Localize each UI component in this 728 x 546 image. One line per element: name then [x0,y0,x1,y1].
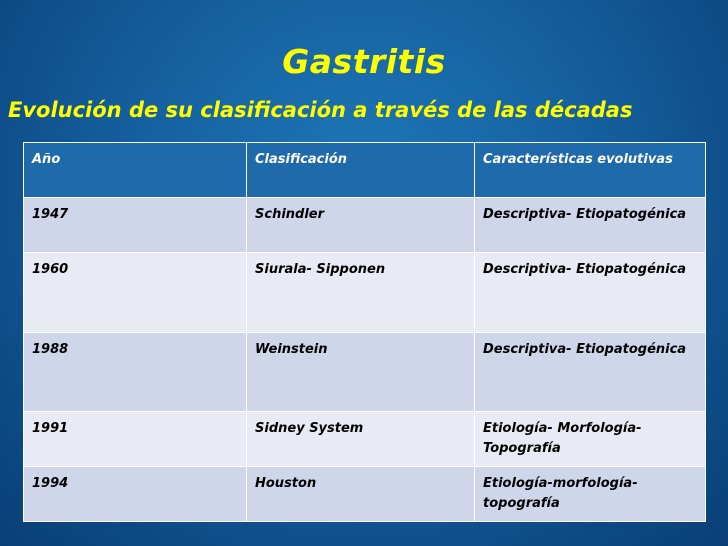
cell-year: 1960 [24,253,247,333]
cell-features: Descriptiva- Etiopatogénica [475,198,706,253]
slide-subtitle: Evolución de su clasificación a través de las décadas [8,98,633,122]
header-classification: Clasificación [247,143,475,198]
cell-classification: Weinstein [247,333,475,412]
cell-classification: Houston [247,467,475,522]
classification-table [23,142,705,522]
cell-year: 1991 [24,412,247,467]
table-row [24,333,706,412]
table-row [24,467,706,522]
table-row [24,198,706,253]
cell-features: Descriptiva- Etiopatogénica [475,253,706,333]
table-row [24,412,706,467]
cell-year: 1988 [24,333,247,412]
cell-features: Etiología- Morfología- Topografía [475,412,706,467]
table-row [24,253,706,333]
header-year: Año [24,143,247,198]
cell-features: Etiología-morfología- topografía [475,467,706,522]
cell-classification: Sidney System [247,412,475,467]
cell-year: 1994 [24,467,247,522]
cell-classification: Siurala- Sipponen [247,253,475,333]
cell-classification: Schindler [247,198,475,253]
header-features: Características evolutivas [475,143,706,198]
cell-features: Descriptiva- Etiopatogénica [475,333,706,412]
cell-year: 1947 [24,198,247,253]
table-header-row [24,143,706,198]
slide-title: Gastritis [282,42,446,81]
